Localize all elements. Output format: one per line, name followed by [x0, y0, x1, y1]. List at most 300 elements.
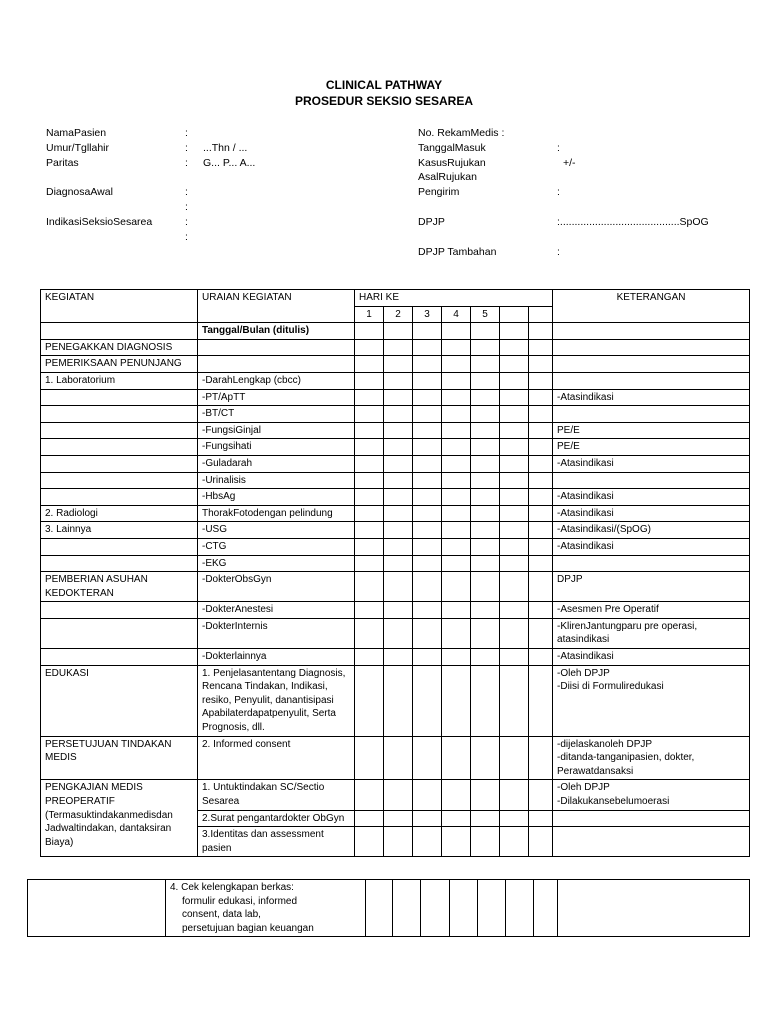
day-cell[interactable]: [355, 472, 384, 489]
day-cell[interactable]: [384, 618, 413, 648]
day-cell[interactable]: [500, 602, 529, 619]
day-cell[interactable]: [500, 649, 529, 666]
day-cell[interactable]: [500, 538, 529, 555]
day-cell[interactable]: [500, 827, 529, 857]
uraian-cell: -EKG: [198, 555, 355, 572]
keterangan-cell: DPJP: [553, 572, 750, 602]
day-cell[interactable]: [355, 538, 384, 555]
day-number: 5: [471, 306, 500, 323]
day-cell[interactable]: [471, 665, 500, 736]
day-cell[interactable]: [384, 422, 413, 439]
day-cell[interactable]: [413, 522, 442, 539]
day-cell[interactable]: [413, 439, 442, 456]
label-dpjp: DPJP: [418, 216, 445, 228]
label-umur: Umur/Tgllahir: [46, 142, 110, 154]
day-cell[interactable]: [442, 538, 471, 555]
day-cell[interactable]: [355, 489, 384, 506]
value-kasus-rujukan: +/-: [563, 157, 576, 169]
kegiatan-cell: [41, 602, 198, 619]
day-cell[interactable]: [500, 522, 529, 539]
kegiatan-cell: 3. Lainnya: [41, 522, 198, 539]
day-cell[interactable]: [471, 810, 500, 827]
keterangan-cell: [553, 339, 750, 356]
table-row: [41, 356, 750, 373]
date-row: [41, 323, 750, 340]
keterangan-cell: [558, 880, 750, 937]
day-cell[interactable]: [471, 406, 500, 423]
keterangan-cell: -Atasindikasi/(SpOG): [553, 522, 750, 539]
keterangan-cell: -KlirenJantungparu pre operasi, atasindikasi: [553, 618, 750, 648]
label-pengirim: Pengirim: [418, 186, 460, 198]
day-cell[interactable]: [500, 455, 529, 472]
uraian-cell: 3.Identitas dan assessment pasien: [198, 827, 355, 857]
day-cell[interactable]: [413, 455, 442, 472]
kegiatan-cell: PERSETUJUAN TINDAKAN MEDIS: [41, 736, 198, 780]
day-cell[interactable]: [413, 572, 442, 602]
day-cell[interactable]: [413, 602, 442, 619]
day-cell[interactable]: [471, 356, 500, 373]
day-cell[interactable]: [471, 323, 500, 340]
day-cell[interactable]: [442, 736, 471, 780]
uraian-cell: -DokterObsGyn: [198, 572, 355, 602]
date-row-label: Tanggal/Bulan (ditulis): [198, 323, 355, 340]
day-cell[interactable]: [355, 780, 384, 810]
kegiatan-cell: EDUKASI: [41, 665, 198, 736]
day-cell[interactable]: [500, 422, 529, 439]
day-cell[interactable]: [529, 618, 553, 648]
colon: :: [185, 216, 188, 228]
day-cell[interactable]: [500, 665, 529, 736]
kegiatan-cell: [41, 649, 198, 666]
day-cell[interactable]: [413, 323, 442, 340]
table-row: [41, 736, 750, 780]
table-row: [41, 505, 750, 522]
day-cell[interactable]: [384, 810, 413, 827]
day-cell[interactable]: [500, 505, 529, 522]
uraian-cell: -DokterAnestesi: [198, 602, 355, 619]
day-cell[interactable]: [355, 736, 384, 780]
uraian-line: 4. Cek kelengkapan berkas:: [170, 882, 294, 893]
day-cell[interactable]: [529, 356, 553, 373]
uraian-cell: 2. Informed consent: [198, 736, 355, 780]
day-cell[interactable]: [529, 555, 553, 572]
day-cell[interactable]: [384, 339, 413, 356]
keterangan-cell: [553, 406, 750, 423]
day-cell[interactable]: [529, 522, 553, 539]
kegiatan-cell: [41, 618, 198, 648]
colon: :: [557, 142, 560, 154]
day-cell[interactable]: [384, 489, 413, 506]
day-cell[interactable]: [471, 339, 500, 356]
day-cell[interactable]: [471, 827, 500, 857]
day-cell[interactable]: [355, 339, 384, 356]
day-cell[interactable]: [384, 665, 413, 736]
day-cell[interactable]: [500, 306, 529, 323]
uraian-cell: -HbsAg: [198, 489, 355, 506]
day-cell[interactable]: [413, 555, 442, 572]
day-cell[interactable]: [442, 372, 471, 389]
day-cell[interactable]: [355, 505, 384, 522]
value-umur: ...Thn / ...: [203, 142, 248, 154]
day-cell[interactable]: [355, 422, 384, 439]
keterangan-cell: -Atasindikasi: [553, 489, 750, 506]
day-cell[interactable]: [500, 780, 529, 810]
day-cell[interactable]: [413, 505, 442, 522]
day-cell[interactable]: [384, 372, 413, 389]
day-cell[interactable]: [471, 389, 500, 406]
day-cell[interactable]: [471, 522, 500, 539]
day-cell[interactable]: [529, 810, 553, 827]
day-cell[interactable]: [384, 439, 413, 456]
day-cell[interactable]: [355, 665, 384, 736]
uraian-cell: -Fungsihati: [198, 439, 355, 456]
day-cell[interactable]: [384, 356, 413, 373]
day-cell[interactable]: [355, 356, 384, 373]
label-dpjp-tambahan: DPJP Tambahan: [418, 246, 497, 258]
day-cell[interactable]: [529, 780, 553, 810]
day-cell[interactable]: [529, 538, 553, 555]
label-indikasi: IndikasiSeksioSesarea: [46, 216, 153, 228]
day-cell[interactable]: [355, 572, 384, 602]
day-cell[interactable]: [529, 422, 553, 439]
colon: :: [557, 186, 560, 198]
day-cell[interactable]: [529, 505, 553, 522]
day-cell[interactable]: [500, 489, 529, 506]
day-cell[interactable]: [384, 736, 413, 780]
label-tanggal-masuk: TanggalMasuk: [418, 142, 486, 154]
day-cell[interactable]: [442, 406, 471, 423]
clinical-pathway-table: [40, 289, 750, 857]
day-cell[interactable]: [384, 538, 413, 555]
day-cell[interactable]: [442, 618, 471, 648]
day-cell[interactable]: [442, 810, 471, 827]
keterangan-cell: [553, 810, 750, 827]
day-cell[interactable]: [529, 827, 553, 857]
kegiatan-cell: PENEGAKKAN DIAGNOSIS: [41, 339, 198, 356]
day-cell[interactable]: [355, 555, 384, 572]
day-cell[interactable]: [355, 602, 384, 619]
day-cell[interactable]: [500, 372, 529, 389]
table-row: [41, 489, 750, 506]
day-cell[interactable]: [529, 455, 553, 472]
day-cell[interactable]: [393, 880, 421, 937]
day-number: 2: [384, 306, 413, 323]
day-cell[interactable]: [413, 389, 442, 406]
day-cell[interactable]: [384, 323, 413, 340]
day-cell[interactable]: [529, 339, 553, 356]
uraian-cell: 1. Untuktindakan SC/Sectio Sesarea: [198, 780, 355, 810]
day-cell[interactable]: [500, 618, 529, 648]
day-cell[interactable]: [413, 372, 442, 389]
day-cell[interactable]: [442, 389, 471, 406]
day-cell[interactable]: [471, 505, 500, 522]
day-cell[interactable]: [413, 472, 442, 489]
keterangan-cell: -Atasindikasi: [553, 389, 750, 406]
keterangan-cell: -Atasindikasi: [553, 538, 750, 555]
day-cell[interactable]: [355, 439, 384, 456]
day-cell[interactable]: [384, 406, 413, 423]
label-no-rekam-medis: No. RekamMedis :: [418, 127, 505, 139]
day-cell[interactable]: [471, 736, 500, 780]
day-cell[interactable]: [413, 665, 442, 736]
day-cell[interactable]: [355, 389, 384, 406]
uraian-cell: -Dokterlainnya: [198, 649, 355, 666]
day-cell[interactable]: [413, 406, 442, 423]
table-row: [41, 472, 750, 489]
kegiatan-cell: [41, 538, 198, 555]
colon: :: [557, 246, 560, 258]
day-cell[interactable]: [529, 572, 553, 602]
day-cell[interactable]: [442, 339, 471, 356]
day-cell[interactable]: [384, 505, 413, 522]
day-cell[interactable]: [500, 572, 529, 602]
kegiatan-cell: [41, 422, 198, 439]
day-cell[interactable]: [413, 489, 442, 506]
day-cell[interactable]: [442, 422, 471, 439]
kegiatan-cell: 1. Laboratorium: [41, 372, 198, 389]
table-row: [41, 555, 750, 572]
day-cell[interactable]: [384, 780, 413, 810]
table-row: [41, 649, 750, 666]
table-row: [41, 522, 750, 539]
day-cell[interactable]: [471, 455, 500, 472]
day-cell[interactable]: [355, 406, 384, 423]
uraian-cell: -Urinalisis: [198, 472, 355, 489]
kegiatan-cell: [41, 472, 198, 489]
keterangan-cell: PE/E: [553, 422, 750, 439]
uraian-line: persetujuan bagian keuangan: [182, 922, 314, 934]
day-cell[interactable]: [442, 472, 471, 489]
day-cell[interactable]: [442, 665, 471, 736]
keterangan-cell: -Atasindikasi: [553, 505, 750, 522]
day-cell[interactable]: [529, 389, 553, 406]
table-row: [41, 602, 750, 619]
day-cell[interactable]: [529, 665, 553, 736]
day-cell[interactable]: [442, 827, 471, 857]
table-header-row: [41, 290, 750, 307]
day-cell[interactable]: [506, 880, 534, 937]
day-cell[interactable]: [413, 339, 442, 356]
day-cell[interactable]: [500, 736, 529, 780]
keterangan-cell: -Atasindikasi: [553, 455, 750, 472]
day-cell[interactable]: [384, 827, 413, 857]
day-cell[interactable]: [529, 306, 553, 323]
day-cell[interactable]: [442, 572, 471, 602]
uraian-cell: -DarahLengkap (cbcc): [198, 372, 355, 389]
value-dpjp: :.........................................SpOG: [557, 216, 709, 228]
day-cell[interactable]: [413, 827, 442, 857]
keterangan-cell: [553, 827, 750, 857]
uraian-cell: -CTG: [198, 538, 355, 555]
day-cell[interactable]: [529, 649, 553, 666]
keterangan-cell: -dijelaskanoleh DPJP -ditanda-tanganipasien, dokter, Perawatdansaksi: [553, 736, 750, 780]
day-cell[interactable]: [500, 339, 529, 356]
table-row: [41, 618, 750, 648]
header-keterangan: KETERANGAN: [553, 290, 750, 323]
day-cell[interactable]: [442, 505, 471, 522]
day-cell[interactable]: [355, 372, 384, 389]
keterangan-cell: -Atasindikasi: [553, 649, 750, 666]
day-cell[interactable]: [421, 880, 450, 937]
label-kasus-rujukan: KasusRujukan: [418, 157, 486, 169]
day-cell[interactable]: [529, 489, 553, 506]
kegiatan-cell: [41, 439, 198, 456]
uraian-cell: -USG: [198, 522, 355, 539]
day-cell[interactable]: [442, 489, 471, 506]
day-cell[interactable]: [529, 372, 553, 389]
kegiatan-cell: [41, 555, 198, 572]
day-cell[interactable]: [413, 538, 442, 555]
colon: :: [185, 142, 188, 154]
day-cell[interactable]: [442, 602, 471, 619]
table-row: [41, 406, 750, 423]
day-cell[interactable]: [529, 736, 553, 780]
table-row: [41, 780, 750, 810]
keterangan-cell: [553, 356, 750, 373]
keterangan-cell: -Asesmen Pre Operatif: [553, 602, 750, 619]
day-cell[interactable]: [500, 555, 529, 572]
uraian-cell: [198, 339, 355, 356]
kegiatan-cell: PENGKAJIAN MEDIS PREOPERATIF (Termasuktindakanmedisdan Jadwaltindakan, dantaksiran Biaya): [41, 780, 198, 857]
day-cell[interactable]: [471, 372, 500, 389]
day-cell[interactable]: [442, 323, 471, 340]
day-cell[interactable]: [442, 455, 471, 472]
kegiatan-cell: PEMBERIAN ASUHAN KEDOKTERAN: [41, 572, 198, 602]
day-cell[interactable]: [442, 780, 471, 810]
kegiatan-cell: [41, 389, 198, 406]
day-cell[interactable]: [471, 649, 500, 666]
value-paritas: G... P... A...: [203, 157, 256, 169]
day-cell[interactable]: [384, 555, 413, 572]
day-number: 4: [442, 306, 471, 323]
table-row: [41, 455, 750, 472]
day-cell[interactable]: [500, 810, 529, 827]
day-cell[interactable]: [413, 736, 442, 780]
day-cell[interactable]: [442, 356, 471, 373]
day-cell[interactable]: [384, 472, 413, 489]
table-row: [41, 538, 750, 555]
day-cell[interactable]: [471, 602, 500, 619]
day-cell[interactable]: [500, 323, 529, 340]
day-cell[interactable]: [471, 422, 500, 439]
keterangan-cell: [553, 472, 750, 489]
header-hari-ke: HARI KE: [355, 290, 553, 307]
day-cell[interactable]: [355, 323, 384, 340]
day-cell[interactable]: [384, 649, 413, 666]
day-cell[interactable]: [471, 538, 500, 555]
day-cell[interactable]: [355, 827, 384, 857]
day-cell[interactable]: [413, 356, 442, 373]
day-cell[interactable]: [413, 780, 442, 810]
day-cell[interactable]: [384, 455, 413, 472]
keterangan-cell: -Oleh DPJP -Diisi di Formuliredukasi: [553, 665, 750, 736]
day-cell[interactable]: [529, 406, 553, 423]
day-cell[interactable]: [529, 323, 553, 340]
keterangan-cell: [553, 323, 750, 340]
uraian-line: formulir edukasi, informed: [182, 895, 298, 907]
table-row: [28, 880, 750, 937]
day-cell[interactable]: [500, 406, 529, 423]
day-cell[interactable]: [529, 439, 553, 456]
day-number: 3: [413, 306, 442, 323]
uraian-line: consent, data lab,: [182, 909, 261, 921]
colon: :: [185, 127, 188, 139]
keterangan-cell: -Oleh DPJP -Dilakukansebelumoerasi: [553, 780, 750, 810]
day-cell[interactable]: [355, 618, 384, 648]
label-diagnosa-awal: DiagnosaAwal: [46, 186, 113, 198]
uraian-cell: -FungsiGinjal: [198, 422, 355, 439]
day-cell[interactable]: [442, 555, 471, 572]
day-cell[interactable]: [366, 880, 393, 937]
day-cell[interactable]: [529, 602, 553, 619]
keterangan-cell: [553, 372, 750, 389]
day-cell[interactable]: [471, 439, 500, 456]
day-cell[interactable]: [471, 555, 500, 572]
day-cell[interactable]: [355, 455, 384, 472]
uraian-cell: -Guladarah: [198, 455, 355, 472]
day-cell[interactable]: [384, 602, 413, 619]
day-cell[interactable]: [384, 522, 413, 539]
day-cell[interactable]: [413, 618, 442, 648]
day-cell[interactable]: [450, 880, 478, 937]
day-cell[interactable]: [529, 472, 553, 489]
uraian-cell: 2.Surat pengantardokter ObGyn: [198, 810, 355, 827]
title-line2: PROSEDUR SEKSIO SESAREA: [294, 94, 474, 108]
table-row: [41, 389, 750, 406]
label-paritas: Paritas: [46, 157, 79, 169]
kegiatan-cell: [41, 455, 198, 472]
kegiatan-cell: [28, 880, 166, 937]
uraian-cell: -DokterInternis: [198, 618, 355, 648]
day-cell[interactable]: [471, 572, 500, 602]
day-number: 1: [355, 306, 384, 323]
day-cell[interactable]: [442, 522, 471, 539]
day-cell[interactable]: [355, 522, 384, 539]
kegiatan-cell: [41, 406, 198, 423]
kegiatan-cell: PEMERIKSAAN PENUNJANG: [41, 356, 198, 373]
day-cell[interactable]: [355, 810, 384, 827]
label-asal-rujukan: AsalRujukan: [418, 171, 477, 183]
day-cell[interactable]: [534, 880, 558, 937]
day-cell[interactable]: [500, 439, 529, 456]
uraian-cell: 1. Penjelasantentang Diagnosis, Rencana Tindakan, Indikasi, resiko, Penyulit, danantisipasi Apabilaterdapatpenyulit, Serta Prognosis, dll.: [198, 665, 355, 736]
day-cell[interactable]: [413, 649, 442, 666]
day-cell[interactable]: [500, 472, 529, 489]
kegiatan-cell: 2. Radiologi: [41, 505, 198, 522]
day-cell[interactable]: [355, 649, 384, 666]
uraian-cell: [166, 880, 366, 937]
uraian-cell: -PT/ApTT: [198, 389, 355, 406]
day-cell[interactable]: [442, 649, 471, 666]
label-nama-pasien: NamaPasien: [46, 127, 107, 139]
header-kegiatan: KEGIATAN: [41, 290, 198, 323]
day-cell[interactable]: [471, 472, 500, 489]
day-cell[interactable]: [413, 422, 442, 439]
day-cell[interactable]: [384, 389, 413, 406]
kegiatan-cell: [41, 323, 198, 340]
day-cell[interactable]: [471, 618, 500, 648]
day-cell[interactable]: [478, 880, 506, 937]
uraian-cell: ThorakFotodengan pelindung: [198, 505, 355, 522]
day-cell[interactable]: [442, 439, 471, 456]
day-cell[interactable]: [471, 489, 500, 506]
day-cell[interactable]: [500, 356, 529, 373]
table-row: [41, 439, 750, 456]
day-cell[interactable]: [471, 780, 500, 810]
day-cell[interactable]: [384, 572, 413, 602]
day-cell[interactable]: [413, 810, 442, 827]
day-cell[interactable]: [500, 389, 529, 406]
